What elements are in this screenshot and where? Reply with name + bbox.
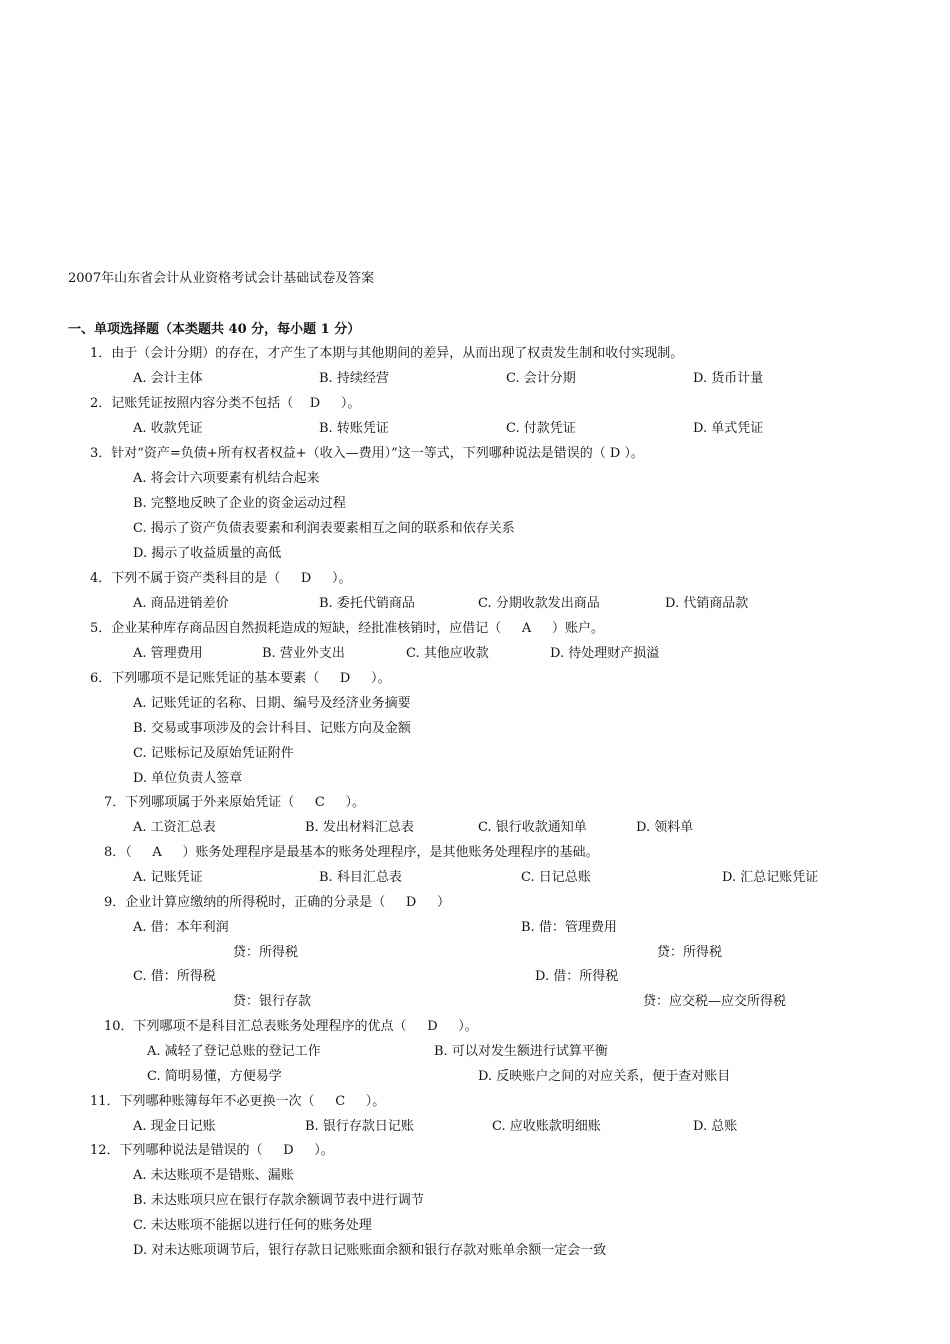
q10-option-d: D. 反映账户之间的对应关系，便于查对账目 [478,1069,731,1084]
q9-option-a-credit: 贷：所得税 [233,945,299,960]
q7-option-a: A. 工资汇总表 [133,820,216,835]
q2-option-d: D. 单式凭证 [693,421,764,436]
q6-option-d: D. 单位负责人签章 [133,771,243,786]
section-heading: 一、单项选择题（本类题共 40 分，每小题 1 分） [68,322,361,337]
q11-option-c: C. 应收账款明细账 [492,1119,601,1134]
q1-option-a: A. 会计主体 [133,371,203,386]
q6-option-c: C. 记账标记及原始凭证附件 [133,746,294,761]
q9-option-c-debit: C. 借：所得税 [133,969,216,984]
q4-option-c: C. 分期收款发出商品 [478,596,600,611]
q5-option-b: B. 营业外支出 [262,646,345,661]
q3-option-c: C. 揭示了资产负债表要素和利润表要素相互之间的联系和依存关系 [133,521,515,536]
q3-option-d: D. 揭示了收益质量的高低 [133,546,282,561]
q12-option-c: C. 未达账项不能据以进行任何的账务处理 [133,1218,372,1233]
q3-option-a: A. 将会计六项要素有机结合起来 [133,471,320,486]
q9-option-b-debit: B. 借：管理费用 [521,920,617,935]
question-8: 8．（ A ）账务处理程序是最基本的账务处理程序，是其他账务处理程序的基础。 [104,845,599,860]
q3-option-b: B. 完整地反映了企业的资金运动过程 [133,496,346,511]
q12-option-a: A. 未达账项不是错账、漏账 [133,1168,294,1183]
q7-option-d: D. 领料单 [636,820,694,835]
q11-option-b: B. 银行存款日记账 [305,1119,414,1134]
q5-option-c: C. 其他应收款 [406,646,489,661]
q9-option-b-credit: 贷：所得税 [657,945,723,960]
question-7: 7．下列哪项属于外来原始凭证（ C ）。 [104,795,366,810]
q1-option-b: B. 持续经营 [319,371,389,386]
q8-option-d: D. 汇总记账凭证 [722,870,819,885]
q11-option-d: D. 总账 [693,1119,738,1134]
q4-option-a: A. 商品进销差价 [133,596,229,611]
question-5: 5．企业某种库存商品因自然损耗造成的短缺，经批准核销时，应借记（ A ）账户。 [90,621,604,636]
q2-option-a: A. 收款凭证 [133,421,203,436]
q2-option-b: B. 转账凭证 [319,421,389,436]
question-12: 12．下列哪种说法是错误的（ D ）。 [90,1143,334,1158]
q6-option-a: A. 记账凭证的名称、日期、编号及经济业务摘要 [133,696,411,711]
q4-option-b: B. 委托代销商品 [319,596,415,611]
question-4: 4．下列不属于资产类科目的是（ D ）。 [90,571,352,586]
q1-option-c: C. 会计分期 [506,371,576,386]
q2-option-c: C. 付款凭证 [506,421,576,436]
question-9: 9．企业计算应缴纳的所得税时，正确的分录是（ D ） [104,895,451,910]
q7-option-c: C. 银行收款通知单 [478,820,587,835]
q12-option-d: D. 对未达账项调节后，银行存款日记账账面余额和银行存款对账单余额一定会一致 [133,1243,607,1258]
q7-option-b: B. 发出材料汇总表 [305,820,414,835]
question-3: 3．针对“资产=负债+所有权者权益+（收入—费用）”这一等式，下列哪种说法是错误的（ D ）。 [90,446,644,461]
q8-option-c: C. 日记总账 [521,870,591,885]
question-2: 2．记账凭证按照内容分类不包括（ D ）。 [90,396,361,411]
question-11: 11．下列哪种账簿每年不必更换一次（ C ）。 [90,1094,386,1109]
q10-option-c: C. 简明易懂，方便易学 [147,1069,282,1084]
q12-option-b: B. 未达账项只应在银行存款余额调节表中进行调节 [133,1193,424,1208]
q11-option-a: A. 现金日记账 [133,1119,216,1134]
page-title: 2007年山东省会计从业资格考试会计基础试卷及答案 [68,271,375,286]
question-6: 6．下列哪项不是记账凭证的基本要素（ D ）。 [90,671,391,686]
question-10: 10．下列哪项不是科目汇总表账务处理程序的优点（ D ）。 [104,1019,478,1034]
q5-option-a: A. 管理费用 [133,646,203,661]
q4-option-d: D. 代销商品款 [665,596,749,611]
q9-option-d-credit: 贷：应交税—应交所得税 [643,994,787,1009]
q10-option-a: A. 减轻了登记总账的登记工作 [147,1044,321,1059]
q9-option-c-credit: 贷：银行存款 [233,994,312,1009]
q8-option-b: B. 科目汇总表 [319,870,402,885]
q1-option-d: D. 货币计量 [693,371,764,386]
q5-option-d: D. 待处理财产损溢 [550,646,660,661]
question-1: 1．由于（会计分期）的存在，才产生了本期与其他期间的差异，从而出现了权责发生制和收付实现制。 [90,346,684,361]
q10-option-b: B. 可以对发生额进行试算平衡 [434,1044,608,1059]
q6-option-b: B. 交易或事项涉及的会计科目、记账方向及金额 [133,721,411,736]
q9-option-d-debit: D. 借：所得税 [535,969,619,984]
q9-option-a-debit: A. 借：本年利润 [133,920,229,935]
q8-option-a: A. 记账凭证 [133,870,203,885]
